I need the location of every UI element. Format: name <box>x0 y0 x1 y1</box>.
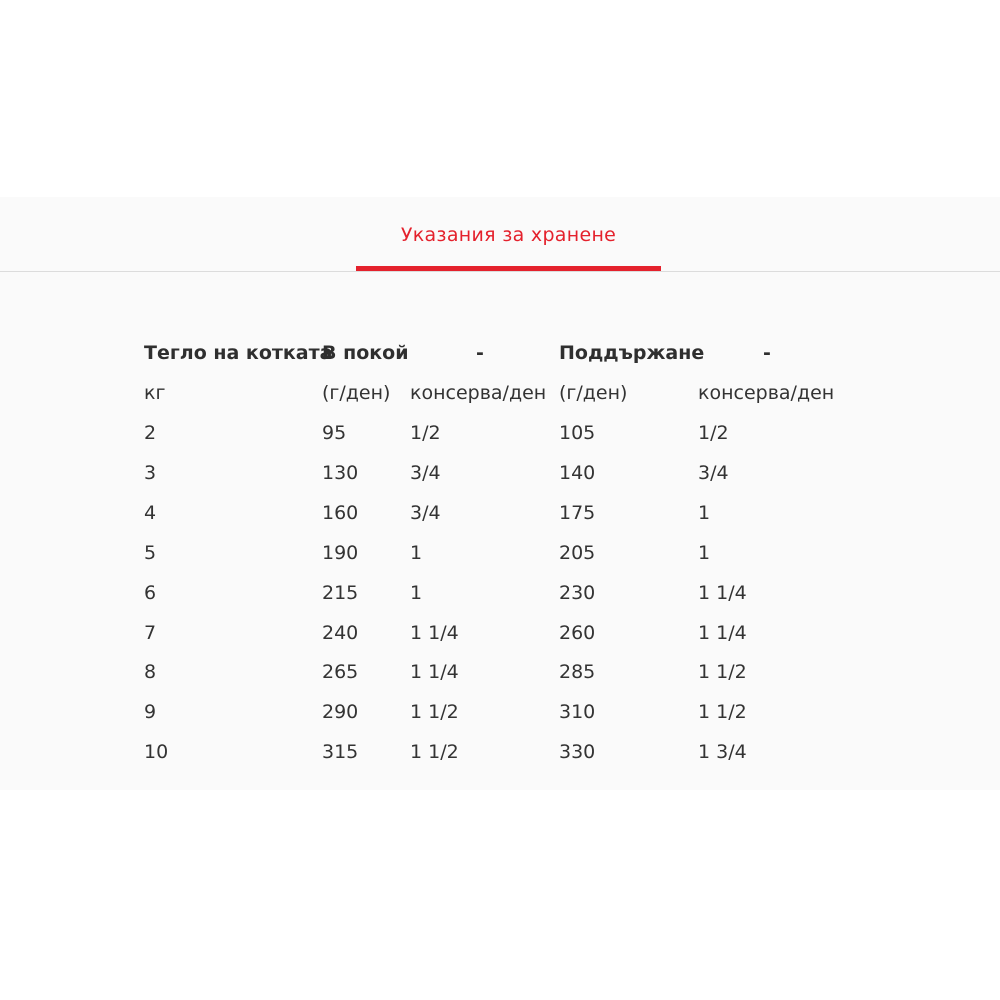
cell-rest-cans: 1/2 <box>410 422 441 444</box>
cell-rest-cans: 3/4 <box>410 502 441 524</box>
cell-rest-cans: 1 1/2 <box>410 701 459 723</box>
cell-maint-grams: 175 <box>559 502 596 524</box>
cell-weight: 8 <box>144 661 157 683</box>
cell-rest-cans: 1 1/2 <box>410 741 459 763</box>
cell-rest-grams: 290 <box>322 701 359 723</box>
header-maintenance-dash: - <box>763 342 771 364</box>
cell-maint-cans: 1 3/4 <box>698 741 747 763</box>
cell-maint-grams: 205 <box>559 542 596 564</box>
cell-rest-cans: 3/4 <box>410 462 441 484</box>
cell-maint-cans: 1 1/4 <box>698 622 747 644</box>
unit-maint-cans: консерва/ден <box>698 382 835 404</box>
cell-weight: 6 <box>144 582 157 604</box>
cell-rest-cans: 1 <box>410 542 423 564</box>
cell-weight: 2 <box>144 422 157 444</box>
unit-rest-cans: консерва/ден <box>410 382 547 404</box>
cell-rest-cans: 1 <box>410 582 423 604</box>
cell-rest-grams: 190 <box>322 542 359 564</box>
cell-weight: 4 <box>144 502 157 524</box>
header-weight: Тегло на котката <box>144 342 333 364</box>
cell-maint-grams: 310 <box>559 701 596 723</box>
cell-rest-grams: 130 <box>322 462 359 484</box>
cell-maint-cans: 1 1/2 <box>698 661 747 683</box>
cell-weight: 10 <box>144 741 169 763</box>
cell-rest-cans: 1 1/4 <box>410 661 459 683</box>
cell-maint-grams: 105 <box>559 422 596 444</box>
tab-feeding-guidelines[interactable]: Указания за хранене <box>400 224 617 246</box>
cell-maint-cans: 1 <box>698 542 711 564</box>
cell-maint-cans: 1 <box>698 502 711 524</box>
cell-weight: 5 <box>144 542 157 564</box>
cell-maint-cans: 1/2 <box>698 422 729 444</box>
cell-maint-cans: 1 1/4 <box>698 582 747 604</box>
header-rest-dash: - <box>476 342 484 364</box>
cell-maint-grams: 260 <box>559 622 596 644</box>
cell-rest-cans: 1 1/4 <box>410 622 459 644</box>
cell-weight: 3 <box>144 462 157 484</box>
cell-rest-grams: 240 <box>322 622 359 644</box>
unit-weight: кг <box>144 382 166 404</box>
cell-weight: 7 <box>144 622 157 644</box>
cell-maint-grams: 230 <box>559 582 596 604</box>
cell-rest-grams: 95 <box>322 422 347 444</box>
cell-maint-grams: 285 <box>559 661 596 683</box>
unit-rest-grams: (г/ден) <box>322 382 391 404</box>
cell-weight: 9 <box>144 701 157 723</box>
cell-maint-grams: 140 <box>559 462 596 484</box>
cell-rest-grams: 160 <box>322 502 359 524</box>
cell-maint-cans: 1 1/2 <box>698 701 747 723</box>
cell-maint-cans: 3/4 <box>698 462 729 484</box>
cell-rest-grams: 265 <box>322 661 359 683</box>
header-maintenance: Поддържане <box>559 342 705 364</box>
header-rest: В покой <box>322 342 409 364</box>
cell-maint-grams: 330 <box>559 741 596 763</box>
unit-maint-grams: (г/ден) <box>559 382 628 404</box>
cell-rest-grams: 315 <box>322 741 359 763</box>
cell-rest-grams: 215 <box>322 582 359 604</box>
